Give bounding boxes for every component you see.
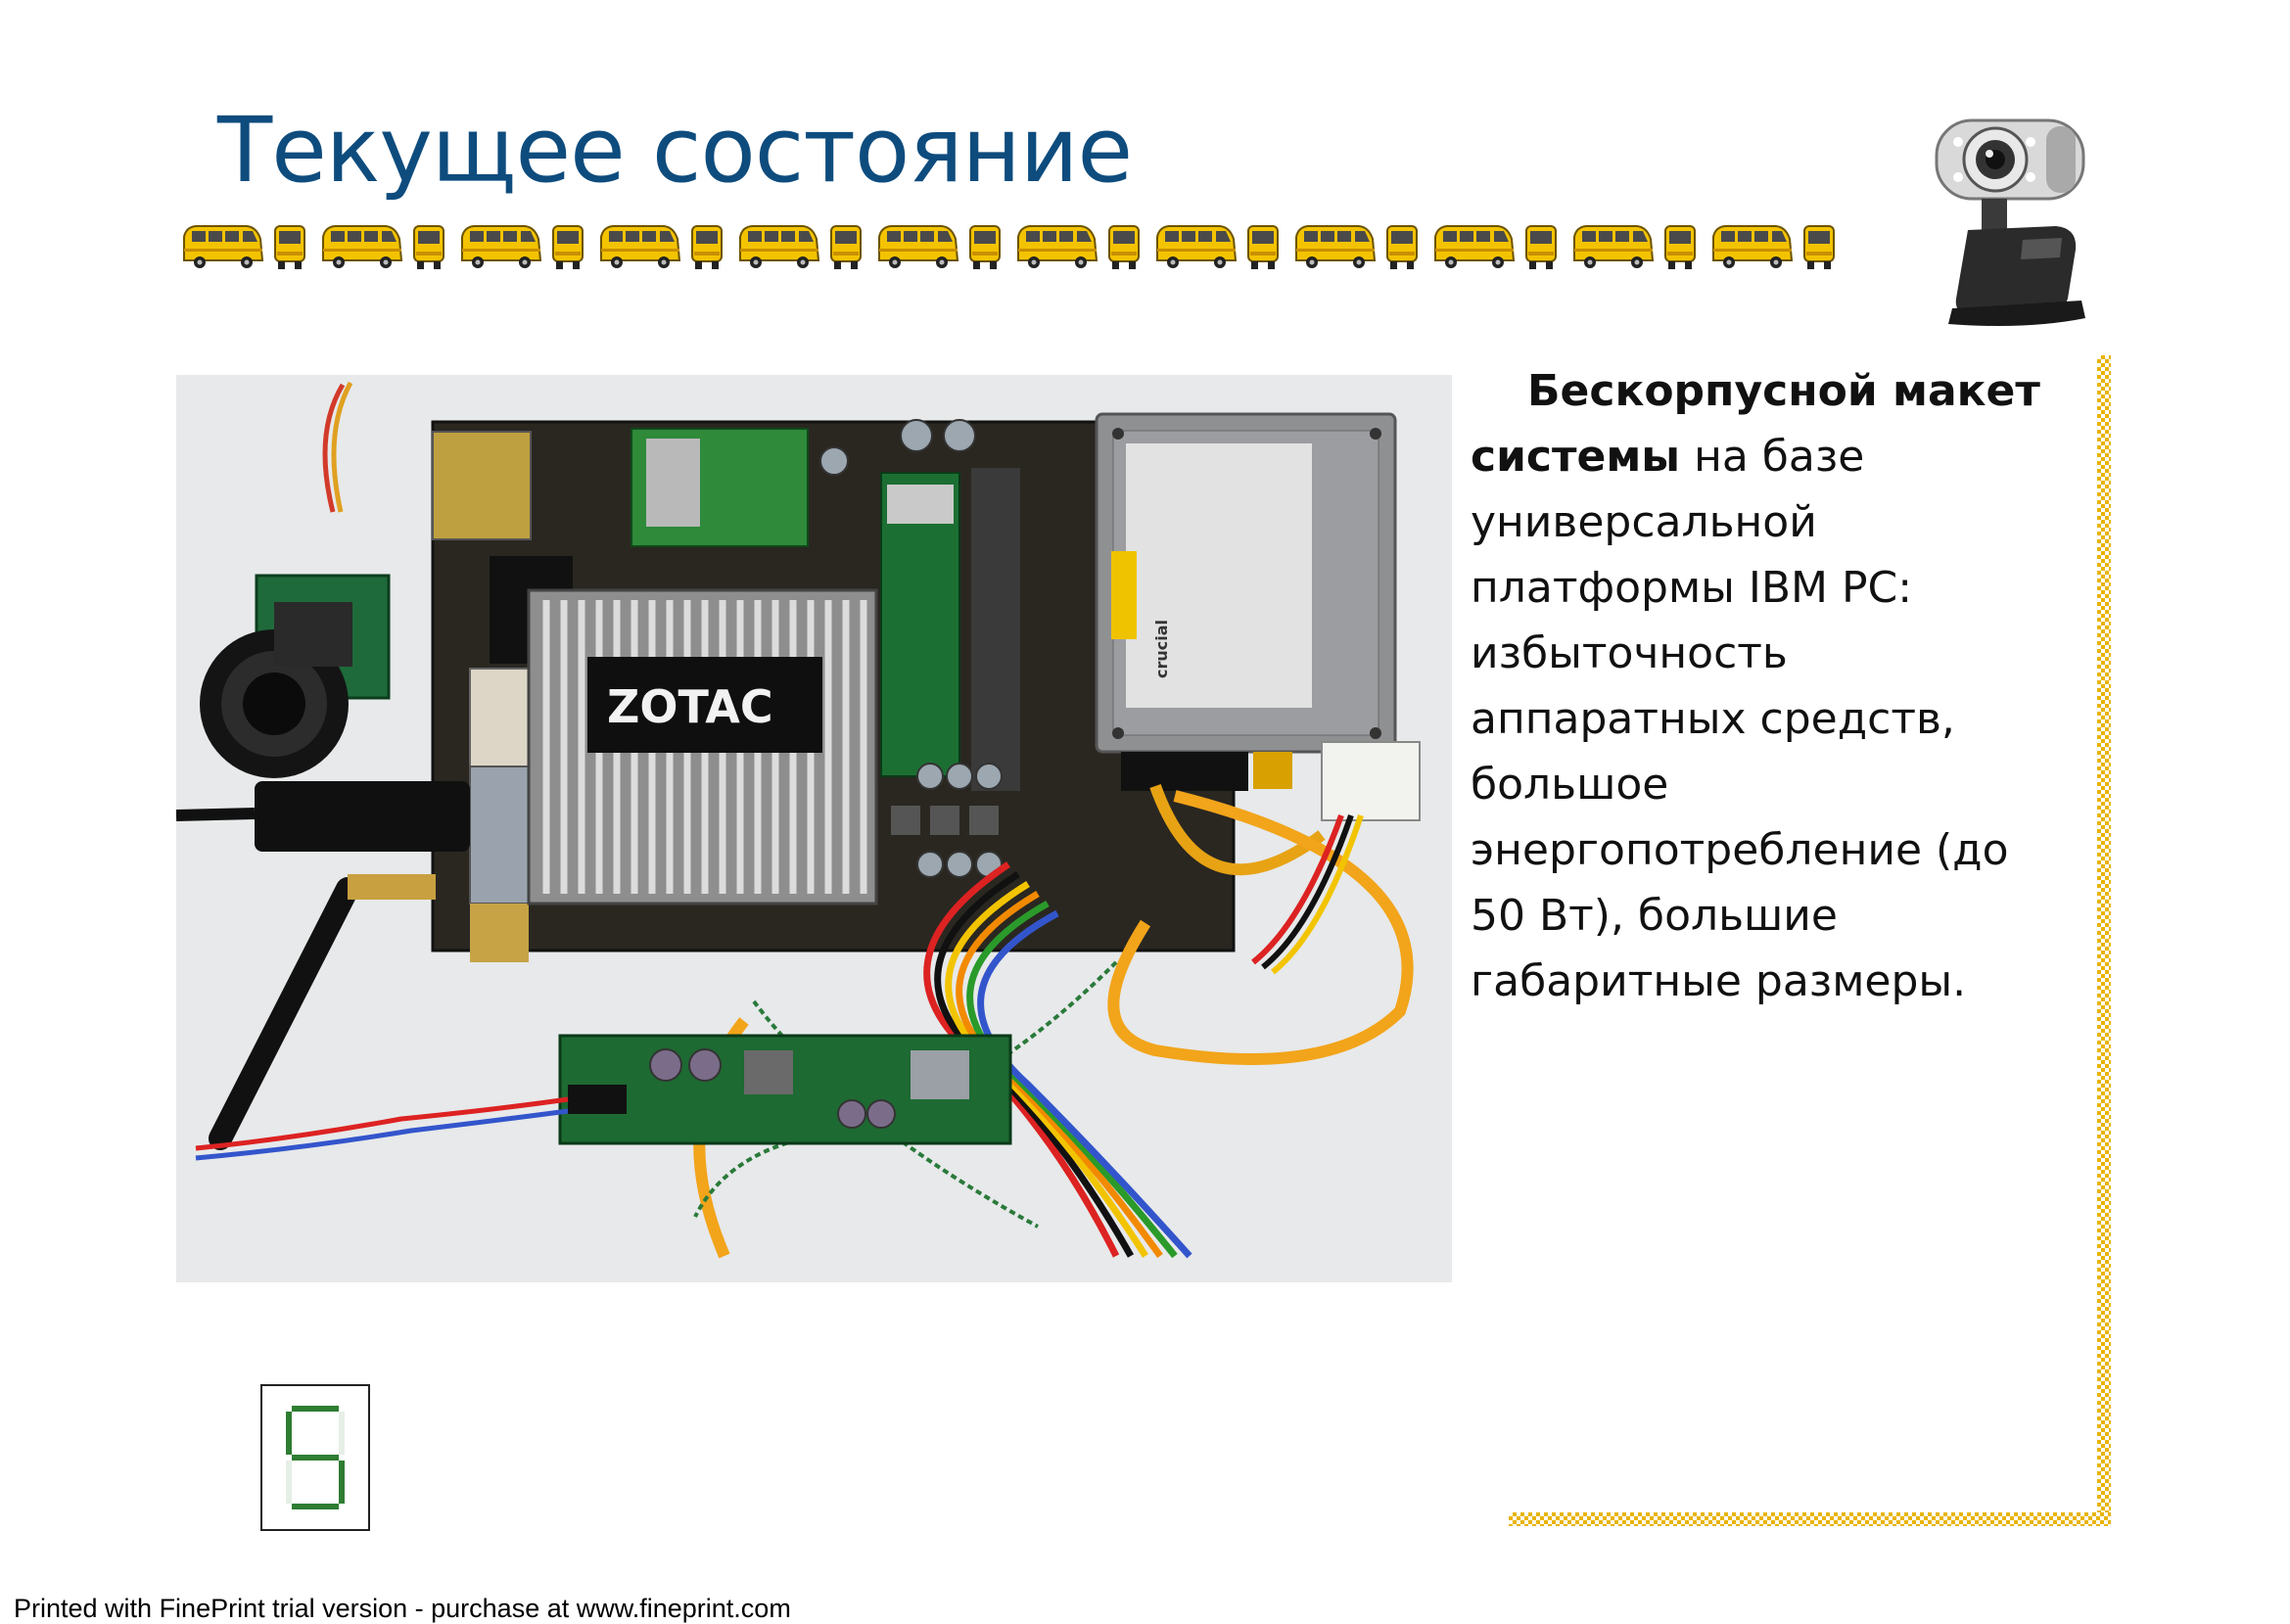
footer-text: Printed with FinePrint trial version - purchase at www.fineprint.com: [14, 1594, 791, 1623]
body-line-6: аппаратных средств,: [1471, 694, 1955, 744]
body-line-8: энергопотребление (до: [1471, 825, 2009, 875]
body-line-10: габаритные размеры.: [1471, 956, 1967, 1006]
body-line-7: большое: [1471, 760, 1669, 810]
seven-segment-digit: [262, 1386, 368, 1529]
body-line-2-bold: системы: [1471, 432, 1681, 482]
body-line-1-bold: Бескорпусной макет: [1527, 366, 2040, 416]
hardware-photo: [176, 375, 1452, 1282]
ssd-brand-label: crucial: [1152, 619, 1171, 678]
body-line-3: универсальной: [1471, 497, 1817, 547]
webcam-icon: [1929, 113, 2100, 333]
page-number: [260, 1384, 370, 1531]
body-line-2-rest: на базе: [1680, 432, 1865, 482]
minibus-decor-row: [182, 221, 1856, 272]
body-line-2: [1471, 424, 2027, 489]
body-line-9: 50 Вт), большие: [1471, 891, 1838, 941]
page-number-value: 5: [262, 1386, 263, 1387]
slide-title: Текущее состояние: [217, 98, 1133, 203]
body-line-1: [1471, 358, 2040, 424]
checker-border-right: [2097, 355, 2111, 1525]
zotac-logo: ZOTAC: [607, 680, 773, 733]
body-line-4: платформы IBM PC:: [1471, 563, 1913, 613]
checker-border-bottom: [1509, 1512, 2111, 1526]
body-line-5: избыточность: [1471, 628, 1788, 678]
slide-body-text: [1471, 358, 2040, 1014]
